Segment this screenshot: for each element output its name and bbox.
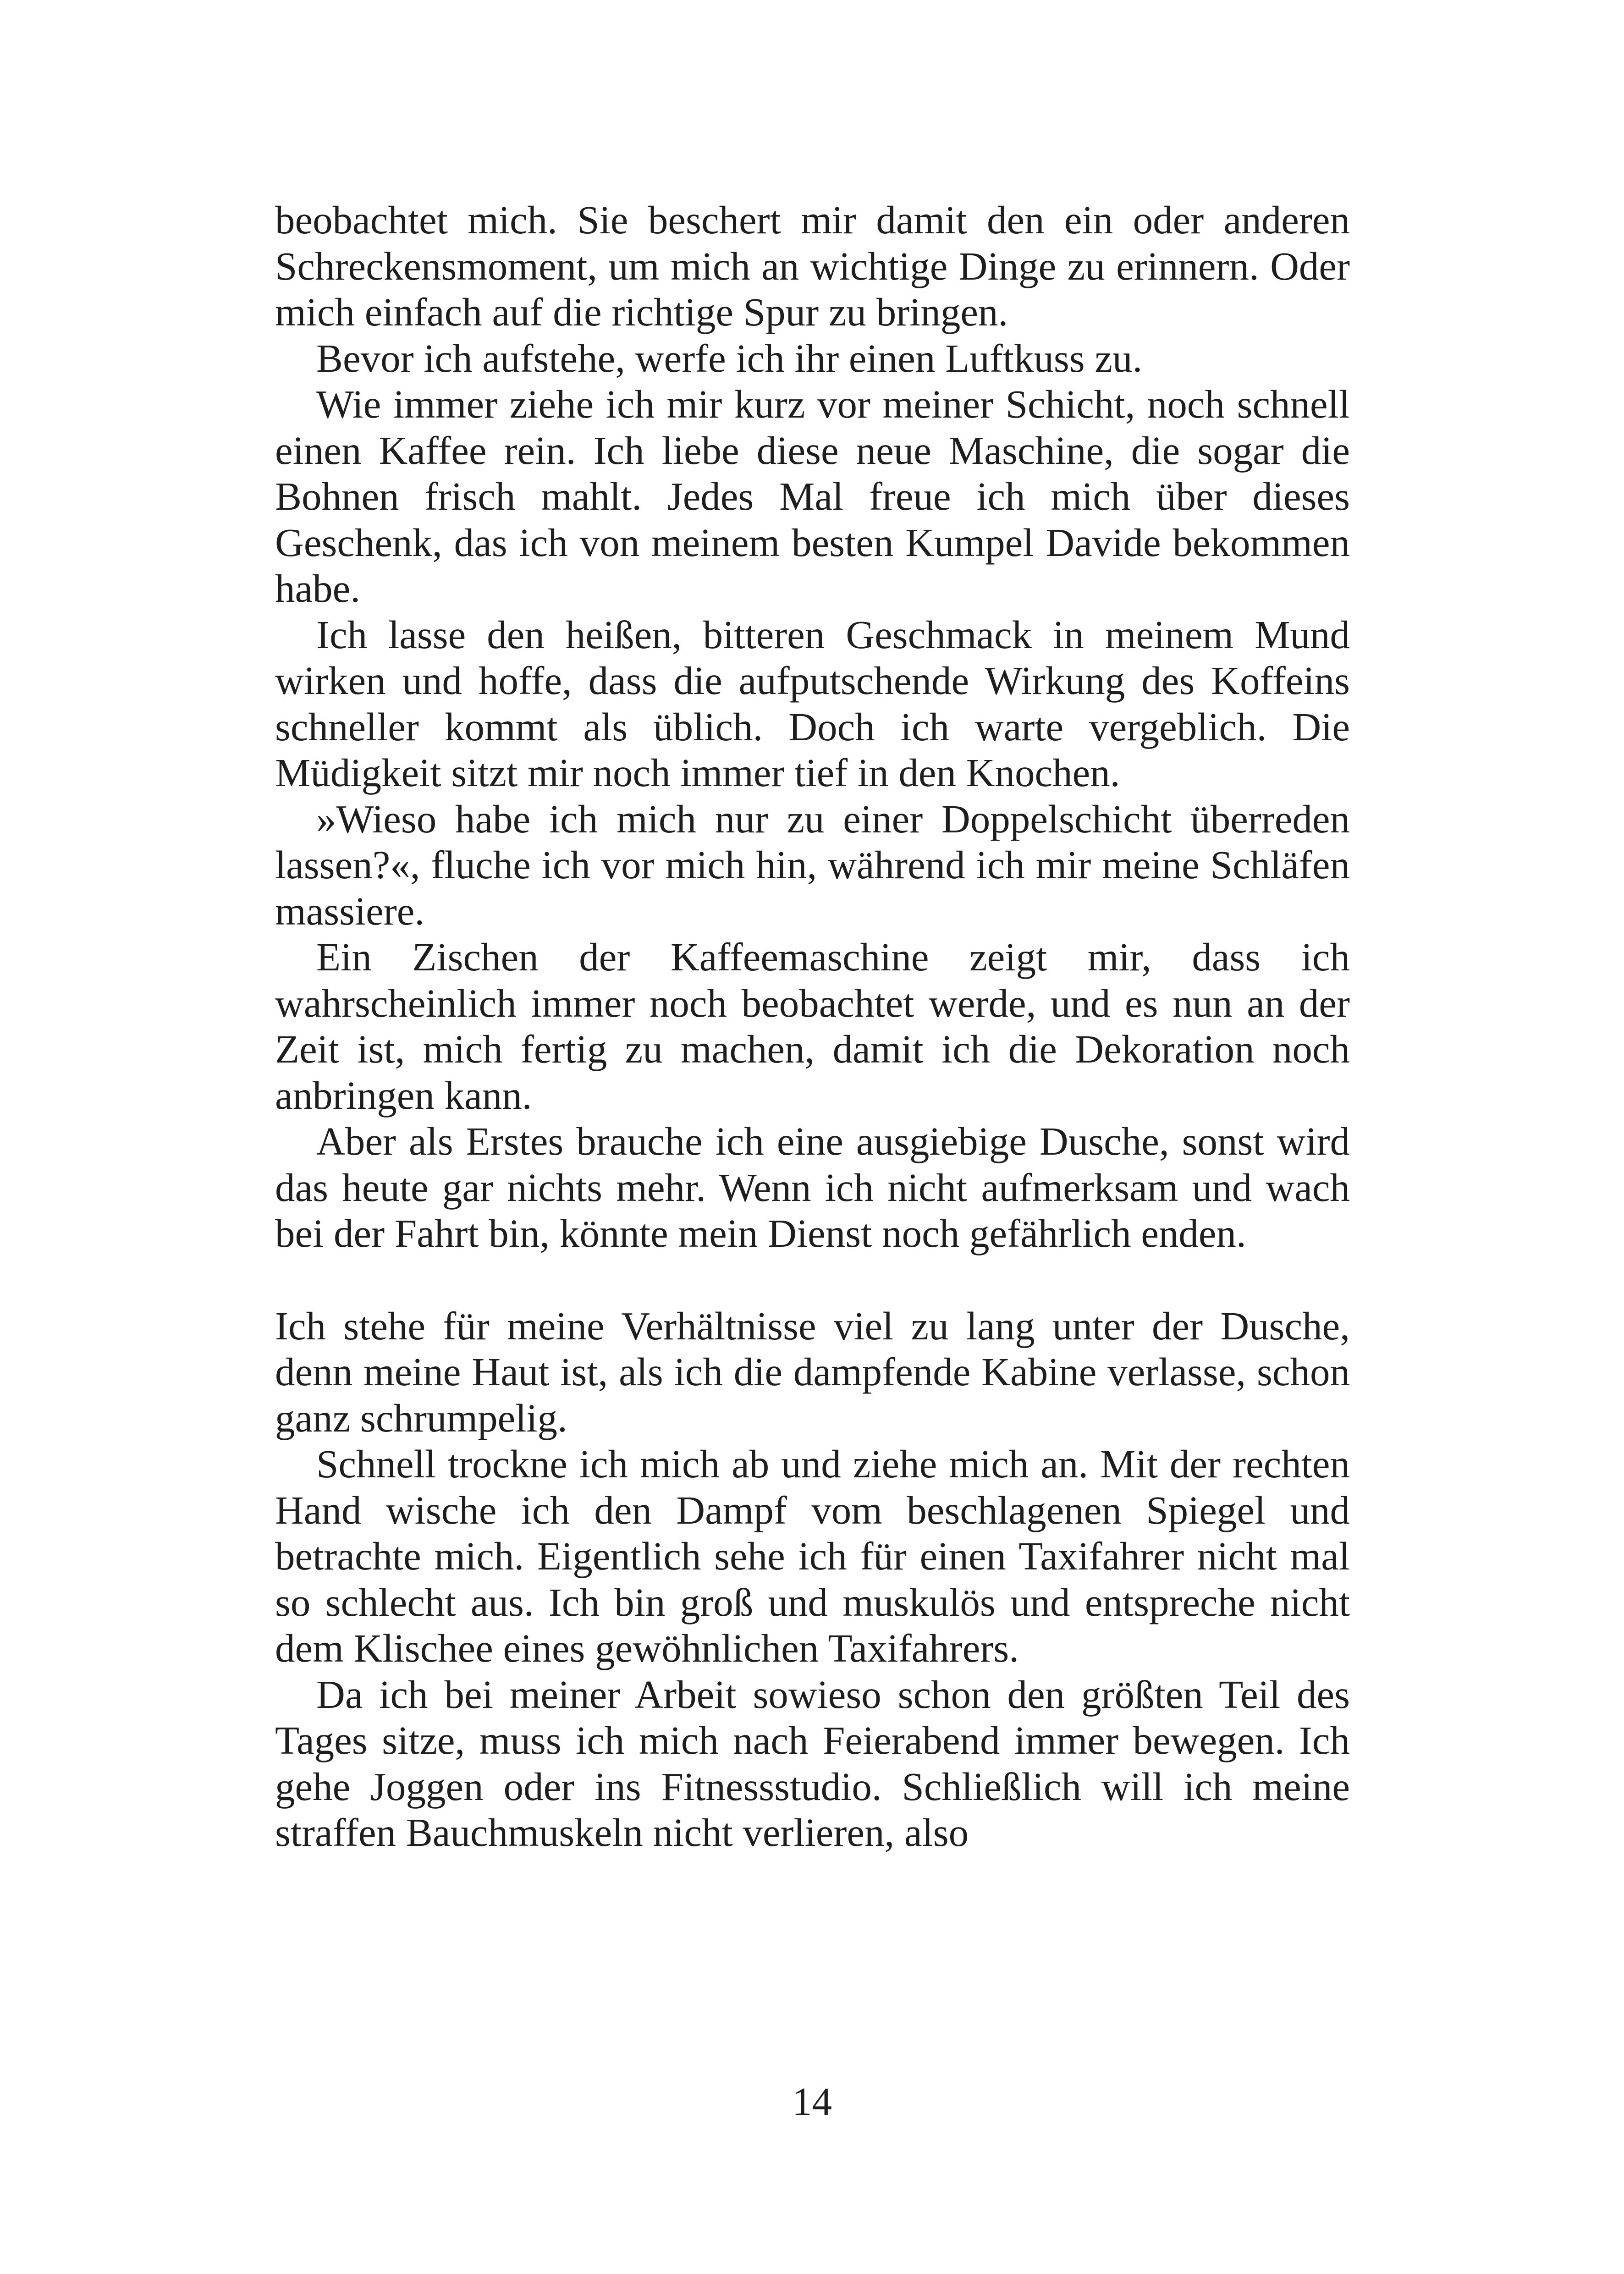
paragraph-continuation: beobachtet mich. Sie beschert mir damit den ein oder anderen Schreckensmoment, um mich an wichtige Dinge zu erinnern. Oder mich einfach auf die richtige Spur zu bringen.	[275, 198, 1350, 334]
paragraph: Ein Zischen der Kaffeemaschine zeigt mir, dass ich wahrscheinlich immer noch beobachtet werde, und es nun an der Zeit ist, mich fertig zu machen, damit ich die Dekoration noch anbringen kann.	[275, 935, 1350, 1118]
paragraph-scene-start: Ich stehe für meine Verhältnisse viel zu lang unter der Dusche, denn meine Haut ist, als ich die dampfende Kabine verlasse, schon ganz schrumpelig.	[275, 1303, 1350, 1440]
page-number: 14	[792, 2079, 832, 2124]
paragraph: Da ich bei meiner Arbeit sowieso schon den größten Teil des Tages sitze, muss ich mich nach Feierabend immer bewegen. Ich gehe Joggen oder ins Fitnessstudio. Schließlich will ich meine straffen Bauchmuskeln nicht verlieren, also	[275, 1672, 1350, 1855]
paragraph: Aber als Erstes brauche ich eine ausgiebige Dusche, sonst wird das heute gar nichts mehr. Wenn ich nicht aufmerksam und wach bei der Fahrt bin, könnte mein Dienst noch gefährlich enden.	[275, 1119, 1350, 1255]
paragraph: »Wieso habe ich mich nur zu einer Doppelschicht überreden lassen?«, fluche ich vor mich hin, während ich mir meine Schläfen massiere.	[275, 796, 1350, 933]
body-text	[275, 197, 1350, 1856]
paragraph: Bevor ich aufstehe, werfe ich ihr einen Luftkuss zu.	[316, 336, 1143, 380]
paragraph: Schnell trockne ich mich ab und ziehe mich an. Mit der rechten Hand wische ich den Dampf vom beschlagenen Spiegel und betrachte mich. Eigentlich sehe ich für einen Taxifahrer nicht mal so schlecht aus. Ich bin groß und muskulös und entspreche nicht dem Klischee eines gewöhnlichen Taxifahrers.	[275, 1442, 1350, 1670]
paragraph: Ich lasse den heißen, bitteren Geschmack in meinem Mund wirken und hoffe, dass die aufputschende Wirkung des Koffeins schneller kommt als üblich. Doch ich warte vergeblich. Die Müdigkeit sitzt mir noch immer tief in den Knochen.	[275, 612, 1350, 795]
paragraph: Wie immer ziehe ich mir kurz vor meiner Schicht, noch schnell einen Kaffee rein. Ich liebe diese neue Maschine, die sogar die Bohnen frisch mahlt. Jedes Mal freue ich mich über dieses Geschenk, das ich von meinem besten Kumpel Davide bekommen habe.	[275, 382, 1350, 611]
